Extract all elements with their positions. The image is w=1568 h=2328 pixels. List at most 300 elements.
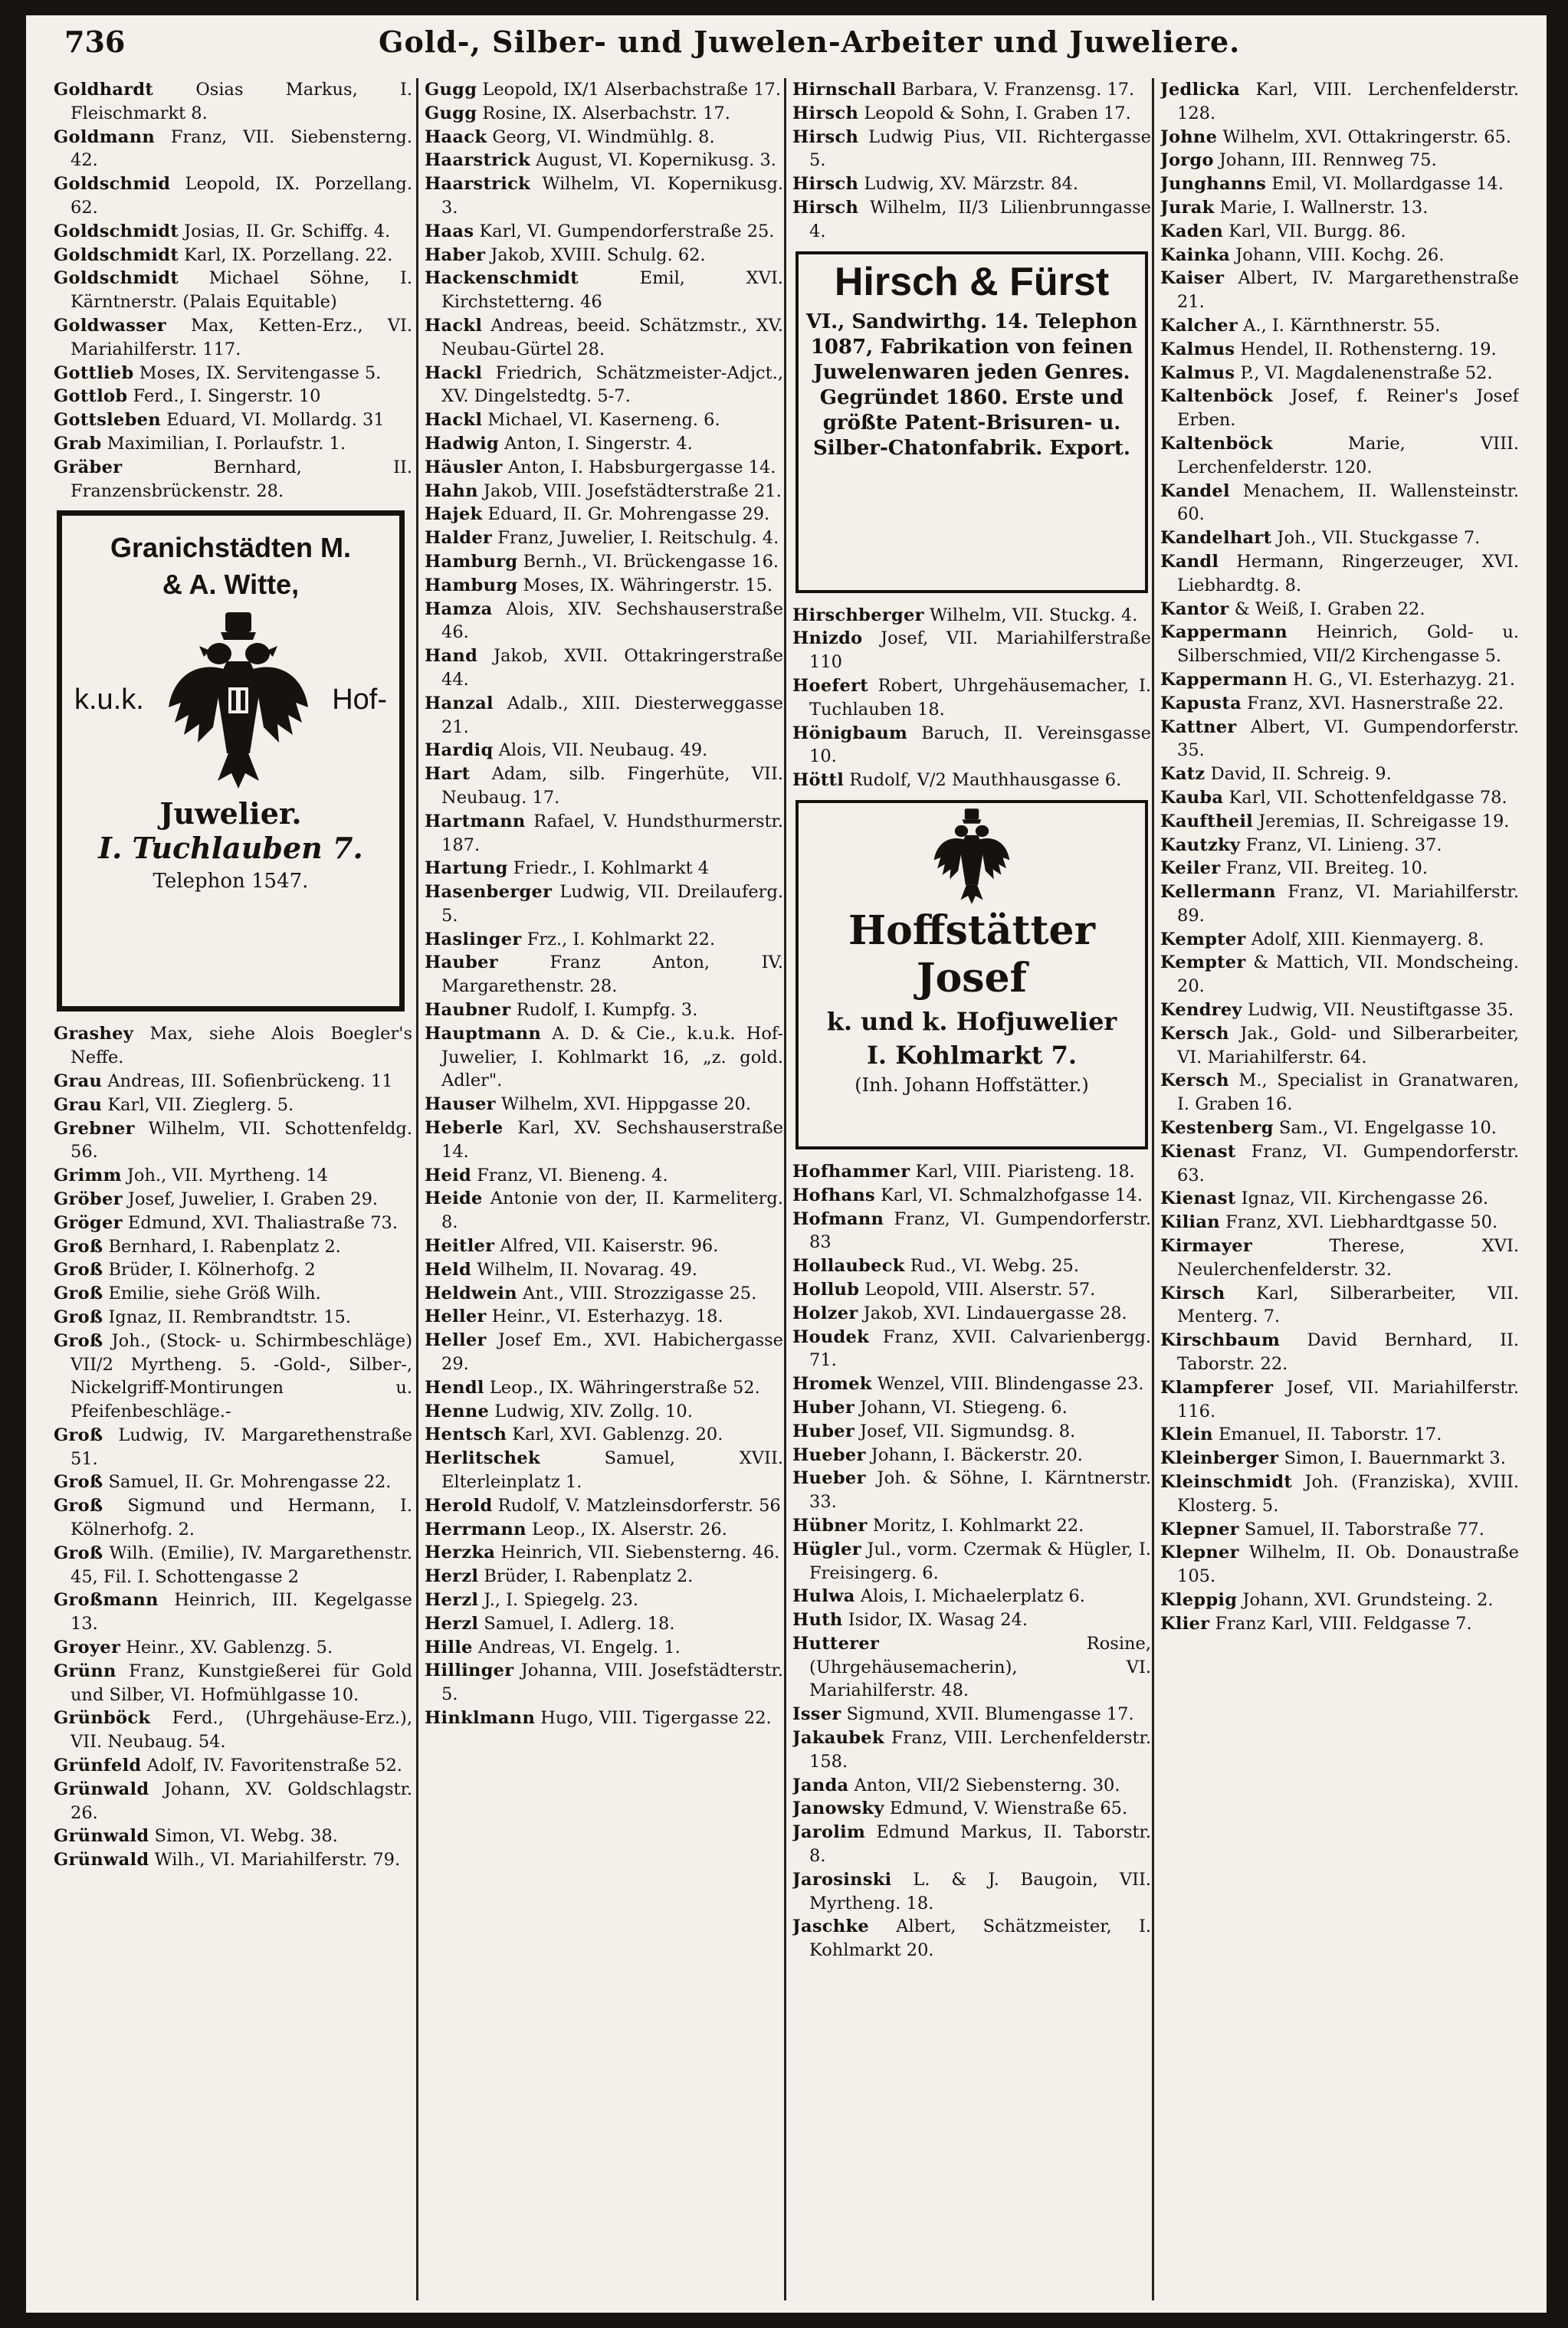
entry-name: Grünböck [54, 1708, 151, 1729]
entry-name: Haber [425, 244, 486, 265]
directory-entry [1160, 432, 1519, 480]
entry-name: Kauba [1160, 787, 1224, 808]
directory-entry [1160, 1447, 1519, 1471]
entry-name: Huth [792, 1610, 843, 1631]
entry-name: Kaltenböck [1160, 386, 1273, 407]
directory-entry [792, 1184, 1151, 1208]
entry-details: Wilh. (Emilie), IV. Margarethenstr. 45, Fil. I. Schottengasse 2 [71, 1543, 412, 1587]
directory-entry [1160, 928, 1519, 952]
directory-entry [1160, 1211, 1519, 1234]
entry-name: Großmann [54, 1590, 159, 1611]
directory-entry [54, 1471, 412, 1494]
entry-details: Johann, XVI. Grundsteing. 2. [1237, 1590, 1494, 1610]
entry-details: Franz, VI. Linieng. 37. [1240, 834, 1442, 855]
entry-details: Max, Ketten-Erz., VI. Mariahilferstr. 117. [71, 315, 412, 359]
entry-details: Johann, VIII. Kochg. 26. [1230, 244, 1445, 265]
entry-details: Isidor, IX. Wasag 24. [842, 1610, 1028, 1631]
entry-name: Hamza [425, 598, 493, 619]
entry-details: Johann, VI. Stiegeng. 6. [855, 1397, 1068, 1418]
entry-name: Klepner [1160, 1519, 1239, 1539]
column-divider [1152, 78, 1154, 2300]
directory-entry [425, 1400, 783, 1424]
entry-name: Hübner [792, 1515, 868, 1536]
directory-entry [1160, 78, 1519, 126]
directory-entry [425, 314, 783, 362]
entry-name: Hofmann [792, 1208, 884, 1229]
entry-name: Hadwig [425, 433, 500, 454]
entry-details: Karl, VIII. Lerchenfelderstr. 128. [1177, 80, 1519, 123]
entry-details: Friedr., I. Kohlmarkt 4 [507, 858, 710, 879]
directory-entry [425, 244, 783, 267]
entry-name: Goldschmidt [54, 221, 179, 241]
entry-name: Hollaubeck [792, 1256, 905, 1277]
entry-name: Kautzky [1160, 834, 1241, 855]
directory-entry [1160, 857, 1519, 880]
entry-details: Ant., VIII. Strozzigasse 25. [517, 1283, 757, 1303]
directory-entry [425, 408, 783, 432]
entry-details: Karl, VII. Burgg. 86. [1223, 221, 1406, 241]
entry-details: Ludwig, VII. Neustiftgasse 35. [1242, 1000, 1514, 1021]
entry-details: Franz, VI. Mariahilferstr. 89. [1177, 882, 1519, 926]
directory-entry [792, 1915, 1151, 1962]
entry-details: Albert, Schätzmeister, I. Kohlmarkt 20. [809, 1917, 1151, 1961]
directory-entry [425, 598, 783, 645]
entry-name: Kalmus [1160, 339, 1235, 359]
entry-name: Kapusta [1160, 693, 1242, 713]
entry-details: Brüder, I. Rabenplatz 2. [478, 1566, 694, 1587]
directory-entry [425, 1329, 783, 1376]
directory-entry [54, 1636, 412, 1660]
entry-name: Kienast [1160, 1141, 1236, 1162]
entry-name: Kersch [1160, 1071, 1229, 1091]
entry-name: Groß [54, 1330, 103, 1351]
entry-name: Hendl [425, 1377, 484, 1398]
entry-details: Rosine, IX. Alserbachstr. 17. [477, 103, 730, 123]
ad-firm-name: Hirsch & Fürst [834, 259, 1110, 304]
entry-name: Kellermann [1160, 882, 1276, 903]
entry-name: Herlitschek [425, 1448, 540, 1469]
entry-name: Haubner [425, 1000, 511, 1021]
directory-entry [1160, 1187, 1519, 1211]
entry-name: Groyer [54, 1638, 121, 1658]
directory-entry [425, 1258, 783, 1282]
entry-name: Heberle [425, 1118, 504, 1139]
directory-entry [425, 1423, 783, 1447]
entry-name: Hoefert [792, 675, 868, 696]
entry-name: Groß [54, 1307, 103, 1327]
directory-entry [792, 1372, 1151, 1396]
entry-name: Hauber [425, 953, 498, 973]
entry-details: Michael Söhne, I. Kärntnerstr. (Palais Equitable) [71, 268, 412, 313]
entry-details: Karl, VIII. Piaristeng. 18. [910, 1161, 1135, 1182]
double-eagle-icon [166, 608, 311, 792]
entry-name: Hirnschall [792, 80, 897, 100]
entry-name: Höttl [792, 770, 845, 791]
entry-name: Hackenschmidt [425, 268, 579, 289]
directory-entry [54, 362, 412, 385]
directory-entry [425, 998, 783, 1022]
entry-name: Herzka [425, 1543, 496, 1563]
directory-entry [1160, 314, 1519, 338]
entry-details: Heinrich, Gold- u. Silberschmied, VII/2 Kirchengasse 5. [1177, 622, 1519, 667]
directory-entry [54, 385, 412, 408]
entry-name: Hand [425, 646, 478, 667]
entry-name: Herzl [425, 1613, 479, 1634]
directory-entry [425, 149, 783, 172]
entry-name: Halder [425, 528, 493, 549]
directory-entry [425, 1659, 783, 1707]
entry-details: Alois, XIV. Sechshauserstraße 46. [441, 598, 783, 643]
directory-entry [54, 1660, 412, 1707]
directory-entry [1160, 362, 1519, 385]
entry-details: Anton, I. Singerstr. 4. [499, 433, 693, 454]
directory-entry [425, 644, 783, 692]
entry-details: Josef, VII. Sigmundsg. 8. [855, 1421, 1076, 1441]
entry-name: Kestenberg [1160, 1118, 1274, 1139]
entry-details: Emil, VI. Mollardgasse 14. [1266, 174, 1504, 195]
entry-details: Joh., VII. Stuckgasse 7. [1271, 528, 1481, 549]
entry-name: Kalmus [1160, 362, 1235, 383]
directory-entry [792, 1396, 1151, 1420]
column-1 [54, 78, 412, 2300]
directory-entry [1160, 220, 1519, 244]
entry-details: Franz, XVI. Hasnerstraße 22. [1241, 693, 1504, 713]
entry-details: Alois, VII. Neubaug. 49. [493, 740, 708, 761]
directory-entry [54, 1825, 412, 1848]
directory-entry [792, 1208, 1151, 1255]
directory-entry [54, 1282, 412, 1306]
ad-description: VI., Sandwirthg. 14. Telephon 1087, Fabrikation von feinen Juwelenwaren jeden Genres. Gegründet 1860. Erste und größte Patent-Brisuren- u. Silber-Chatonfabrik. Export. [805, 310, 1138, 460]
entry-name: Gottlob [54, 386, 128, 407]
entry-details: A., I. Kärnthnerstr. 55. [1238, 315, 1441, 336]
directory-entry [792, 769, 1151, 792]
entry-name: Groß [54, 1260, 103, 1280]
directory-entry [1160, 1140, 1519, 1188]
entry-name: Klampferer [1160, 1377, 1274, 1398]
entry-name: Grab [54, 433, 102, 454]
entry-name: Heide [425, 1189, 483, 1209]
entry-name: Keiler [1160, 858, 1221, 879]
entry-details: Leop., IX. Alserstr. 26. [526, 1519, 727, 1539]
directory-entry [425, 1305, 783, 1329]
entry-name: Kaiser [1160, 268, 1225, 289]
entry-details: Robert, Uhrgehäusemacher, I. Tuchlauben 18. [809, 675, 1151, 720]
directory-entry [1160, 692, 1519, 716]
directory-entry [425, 220, 783, 244]
entry-name: Grau [54, 1071, 103, 1091]
entry-name: Held [425, 1259, 472, 1280]
entry-details: Edmund, XVI. Thaliastraße 73. [122, 1212, 399, 1233]
entry-name: Groß [54, 1425, 103, 1445]
directory-entry [792, 78, 1151, 102]
entry-details: L. & J. Baugoin, VII. Myrtheng. 18. [809, 1869, 1151, 1913]
directory-entry [425, 1116, 783, 1164]
entry-name: Hnizdo [792, 628, 863, 649]
directory-entry [425, 574, 783, 598]
directory-page [26, 15, 1547, 2313]
directory-entry [54, 314, 412, 362]
entry-name: Kleinberger [1160, 1448, 1279, 1469]
entry-name: Janowsky [792, 1798, 884, 1819]
entry-name: Houdek [792, 1326, 870, 1347]
entry-details: Josias, II. Gr. Schiffg. 4. [179, 221, 391, 241]
directory-entry [425, 1376, 783, 1400]
entry-details: Wenzel, VIII. Blindengasse 23. [871, 1374, 1144, 1395]
entry-name: Herrmann [425, 1519, 526, 1539]
directory-entry [425, 1282, 783, 1306]
entry-details: Leopold, VIII. Alserstr. 57. [859, 1279, 1096, 1300]
entry-details: Ludwig, XV. Märzstr. 84. [858, 174, 1078, 195]
entry-name: Jarolim [792, 1822, 866, 1843]
directory-entry [792, 674, 1151, 722]
directory-entry [54, 1707, 412, 1754]
entry-name: Hollub [792, 1279, 860, 1300]
directory-entry [1160, 1234, 1519, 1282]
entry-details: Jakob, XVI. Lindauergasse 28. [858, 1303, 1127, 1323]
entry-details: Johann, III. Rennweg 75. [1213, 150, 1437, 171]
ad-firm-name-2: & A. Witte, [162, 569, 300, 601]
ad-emblem-row [62, 603, 399, 792]
directory-entry [792, 627, 1151, 674]
column-3 [792, 78, 1151, 2300]
entry-details: Max, siehe Alois Boegler's Neffe. [71, 1024, 412, 1068]
directory-entry [425, 1234, 783, 1258]
entry-name: Heldwein [425, 1283, 517, 1303]
entry-name: Henne [425, 1401, 490, 1421]
entry-name: Kandelhart [1160, 528, 1272, 549]
entry-details: Andreas, III. Sofienbrückeng. 11 [102, 1071, 393, 1091]
directory-entry [54, 1589, 412, 1636]
entry-details: Franz, XVII. Calvarienbergg. 71. [809, 1326, 1151, 1371]
entry-details: Sigmund, XVII. Blumengasse 17. [841, 1704, 1134, 1725]
entry-name: Huber [792, 1421, 855, 1441]
entry-name: Kainka [1160, 244, 1231, 265]
entry-details: Jakob, XVII. Ottakringerstraße 44. [441, 646, 783, 690]
directory-entry [792, 1703, 1151, 1726]
directory-entry [1160, 786, 1519, 810]
entry-details: Anton, I. Habsburgergasse 14. [502, 457, 776, 477]
entry-details: Ludwig, XIV. Zollg. 10. [489, 1401, 693, 1421]
directory-entry [425, 480, 783, 503]
entry-details: Karl, VI. Gumpendorferstraße 25. [474, 221, 775, 241]
entry-name: Haarstrick [425, 150, 531, 171]
entry-details: Rosine, (Uhrgehäusemacherin), VI. Mariahilferstr. 48. [809, 1633, 1151, 1701]
entry-details: Simon, VI. Webg. 38. [149, 1826, 338, 1847]
directory-entry [425, 172, 783, 220]
entry-name: Hirsch [792, 197, 859, 218]
directory-entry [792, 1585, 1151, 1608]
entry-details: Franz, VII. Siebensterng. 42. [71, 126, 412, 171]
entry-name: Häusler [425, 457, 503, 477]
entry-details: Wilhelm, II/3 Lilienbrunngasse 4. [809, 197, 1151, 241]
entry-name: Grashey [54, 1024, 134, 1044]
entry-details: Samuel, XVII. Elterleinplatz 1. [441, 1448, 783, 1493]
directory-entry [425, 432, 783, 456]
entry-name: Jedlicka [1160, 80, 1241, 100]
entry-details: Frz., I. Kohlmarkt 22. [521, 929, 716, 949]
directory-entry [792, 1774, 1151, 1798]
entry-details: Jeremias, II. Schreigasse 19. [1253, 811, 1510, 831]
directory-entry [425, 951, 783, 998]
entry-details: Bernh., VI. Brückengasse 16. [517, 551, 779, 572]
entry-details: Eduard, VI. Mollardg. 31 [160, 410, 385, 431]
entry-name: Kirsch [1160, 1283, 1225, 1303]
entry-details: Bernhard, II. Franzensbrückenstr. 28. [71, 457, 412, 501]
entry-name: Kempter [1160, 953, 1246, 973]
directory-entry [1160, 1376, 1519, 1424]
directory-entry [1160, 267, 1519, 314]
entry-name: Kandel [1160, 480, 1230, 501]
directory-entry [1160, 762, 1519, 786]
entry-details: David, II. Schreig. 9. [1205, 764, 1392, 785]
entry-name: Hromek [792, 1374, 872, 1395]
entry-details: Rafael, V. Hundsthurmerstr. 187. [441, 811, 783, 855]
entry-details: Andreas, VI. Engelg. 1. [472, 1637, 681, 1657]
entry-details: Franz, VII. Breiteg. 10. [1220, 858, 1429, 879]
entry-details: Emil, XVI. Kirchstetterng. 46 [441, 268, 783, 313]
directory-entry [792, 1608, 1151, 1632]
entry-name: Kandl [1160, 551, 1219, 572]
directory-entry [1160, 621, 1519, 668]
directory-entry [1160, 1022, 1519, 1070]
column-2 [425, 78, 783, 2300]
entry-name: Grünwald [54, 1850, 149, 1871]
directory-entry [54, 220, 412, 244]
entry-name: Hasenberger [425, 882, 553, 903]
directory-entry [54, 1235, 412, 1259]
entry-name: Klepner [1160, 1543, 1239, 1563]
entry-name: Hackl [425, 362, 483, 383]
entry-name: Holzer [792, 1303, 858, 1323]
entry-name: Gottsleben [54, 410, 161, 431]
entry-name: Kleppig [1160, 1590, 1238, 1610]
advertisement-granichstaedten [57, 510, 405, 1012]
directory-entry [1160, 385, 1519, 432]
entry-details: Barbara, V. Franzensg. 17. [896, 80, 1135, 100]
directory-entry [792, 1160, 1151, 1184]
entry-name: Kattner [1160, 716, 1237, 737]
entry-name: Herzl [425, 1566, 479, 1587]
directory-entry [792, 1538, 1151, 1585]
entry-name: Hönigbaum [792, 723, 908, 743]
ad-firm-name: Granichstädten M. [110, 532, 352, 564]
entry-details: Hendel, II. Rothensterng. 19. [1235, 339, 1497, 359]
entry-details: Josef, f. Reiner's Josef Erben. [1177, 386, 1519, 431]
entry-details: Wilhelm, VI. Kopernikusg. 3. [441, 174, 783, 218]
entry-details: Sigmund und Hermann, I. Kölnerhofg. 2. [71, 1496, 412, 1540]
entry-name: Grünwald [54, 1779, 149, 1799]
entry-name: Hackl [425, 410, 483, 431]
entry-name: Kauftheil [1160, 811, 1254, 831]
directory-entry [1160, 1116, 1519, 1140]
page-number: 736 [64, 25, 126, 59]
entry-details: Ludwig, IV. Margarethenstraße 51. [71, 1425, 412, 1469]
directory-entry [54, 126, 412, 173]
directory-entry [1160, 1518, 1519, 1542]
entry-name: Hajek [425, 504, 483, 525]
directory-entry [1160, 244, 1519, 267]
entry-details: Franz, Kunstgießerei für Gold und Silber, VI. Hofmühlgasse 10. [71, 1661, 412, 1705]
entry-name: Hille [425, 1637, 473, 1657]
directory-entry [425, 1187, 783, 1234]
directory-entry [54, 78, 412, 126]
directory-entry [1160, 172, 1519, 196]
entry-details: Adam, silb. Fingerhüte, VII. Neubaug. 17. [441, 764, 783, 808]
entry-details: Sam., VI. Engelgasse 10. [1273, 1118, 1497, 1139]
entry-details: P., VI. Magdalenenstraße 52. [1235, 362, 1493, 383]
directory-entry [425, 1612, 783, 1636]
advertisement-hirsch-fuerst [795, 251, 1148, 593]
entry-name: Gottlieb [54, 362, 134, 383]
entry-details: Edmund Markus, II. Taborstr. 8. [809, 1822, 1151, 1867]
entry-name: Hirsch [792, 103, 859, 123]
directory-entry [425, 1589, 783, 1612]
entry-name: Grebner [54, 1118, 135, 1139]
entry-details: Anton, VII/2 Siebensterng. 30. [848, 1775, 1120, 1795]
entry-name: Hofhans [792, 1185, 876, 1205]
entry-details: Edmund, V. Wienstraße 65. [884, 1798, 1128, 1819]
entry-name: Hahn [425, 480, 478, 501]
entry-details: Franz, VI. Gumpendorferstr. 83 [809, 1208, 1151, 1253]
entry-name: Grau [54, 1094, 103, 1115]
entry-name: Heitler [425, 1236, 495, 1257]
entry-name: Gugg [425, 103, 477, 123]
entry-name: Hart [425, 764, 471, 785]
entry-details: David Bernhard, II. Taborstr. 22. [1177, 1330, 1519, 1375]
entry-name: Hauser [425, 1094, 496, 1115]
directory-entry [54, 1022, 412, 1070]
entry-name: Groß [54, 1543, 103, 1563]
directory-entry [425, 503, 783, 526]
entry-name: Heller [425, 1330, 487, 1351]
entry-details: Rudolf, V/2 Mauthhausgasse 6. [844, 770, 1122, 791]
entry-name: Kersch [1160, 1023, 1229, 1044]
entry-details: & Mattich, VII. Mondscheing. 20. [1177, 953, 1519, 997]
entry-details: J., I. Spiegelg. 23. [478, 1590, 639, 1610]
entry-name: Grünwald [54, 1826, 149, 1847]
directory-entry [425, 692, 783, 739]
entry-details: Franz Anton, IV. Margarethenstr. 28. [441, 953, 783, 997]
entry-details: Adolf, XIII. Kienmayerg. 8. [1245, 929, 1484, 949]
directory-entry [425, 1164, 783, 1188]
entry-name: Gräber [54, 457, 123, 477]
entry-details: Rud., VI. Webg. 25. [904, 1256, 1080, 1277]
ad-title: k. und k. Hofjuwelier [826, 1006, 1117, 1036]
entry-name: Haarstrick [425, 174, 531, 195]
entry-details: Samuel, II. Taborstraße 77. [1238, 1519, 1484, 1539]
entry-details: Jakob, VIII. Josefstädterstraße 21. [477, 480, 782, 501]
directory-entry [792, 1726, 1151, 1774]
entry-name: Goldhardt [54, 80, 154, 100]
entry-details: Heinrich, III. Kegelgasse 13. [71, 1590, 412, 1635]
directory-entry [1160, 716, 1519, 763]
directory-entry [425, 1022, 783, 1093]
directory-entry [425, 1494, 783, 1518]
directory-entry [54, 456, 412, 503]
entry-name: Hirschberger [792, 605, 924, 625]
entry-details: Leopold, IX. Porzellang. 62. [71, 174, 412, 218]
directory-entry [425, 1707, 783, 1730]
entry-name: Junghanns [1160, 174, 1267, 195]
entry-details: Samuel, II. Gr. Mohrengasse 22. [103, 1472, 392, 1493]
entry-details: Franz, VI. Bieneng. 4. [471, 1165, 668, 1185]
directory-entry [1160, 951, 1519, 998]
entry-details: Albert, IV. Margarethenstraße 21. [1177, 268, 1519, 313]
entry-name: Haslinger [425, 929, 522, 949]
directory-entry [54, 244, 412, 267]
entry-name: Kleinschmidt [1160, 1472, 1293, 1493]
entry-details: Alfred, VII. Kaiserstr. 96. [494, 1236, 719, 1257]
